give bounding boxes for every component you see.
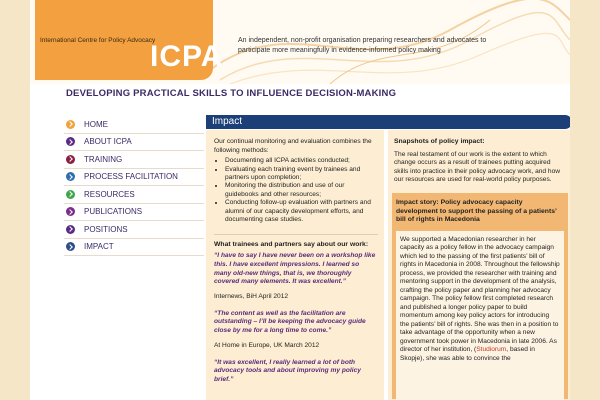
nav-item-label: IMPACT [84, 242, 114, 252]
section-header-bar [206, 115, 570, 129]
page-title: DEVELOPING PRACTICAL SKILLS TO INFLUENCE DECISION-MAKING [66, 88, 397, 99]
page [30, 0, 570, 400]
nav-item-positions[interactable] [64, 221, 204, 239]
monitoring-intro: Our continual monitoring and evaluation combines the following methods: [214, 138, 372, 154]
testimonial-quote: “I have to say I have never been on a workshop like this. I have excellent impressions. I learned so many old-new things, that is, we thoroughly covered many elements. It was excellent.” [214, 252, 376, 286]
nav-item-label: HOME [84, 119, 108, 129]
list-item: • Conducting follow-up evaluation with partners and alumni of our capacity development efforts, and documenting case studies. [225, 199, 378, 224]
nav-item-training[interactable] [64, 151, 204, 169]
nav-item-label: PUBLICATIONS [84, 207, 143, 217]
arrow-circle-icon [66, 172, 75, 181]
logo-wordmark: ICPA [150, 40, 224, 73]
testimonial-source: Internews, BiH April 2012 [214, 292, 289, 300]
arrow-circle-icon [66, 190, 75, 199]
nav-item-home[interactable] [64, 116, 204, 134]
story-text: , based in Skopje), she was able to convince the [400, 346, 535, 362]
sidebar-nav [64, 116, 204, 256]
methods-list [214, 157, 378, 224]
snapshots-heading: Snapshots of policy impact: [394, 138, 485, 145]
impact-right-column [388, 130, 570, 400]
arrow-circle-icon [66, 120, 75, 129]
nav-item-impact[interactable] [64, 239, 204, 257]
testimonial-quote: “It was excellent, I really learned a lot of both advocacy tools and about improving my policy brief.” [214, 358, 361, 383]
nav-item-publications[interactable] [64, 204, 204, 222]
impact-story-heading: Impact story: Policy advocacy capacity development to support the passing of a patients’ bill of rights in Macedonia [396, 198, 557, 224]
org-name: International Centre for Policy Advocacy [40, 37, 156, 44]
nav-item-process-facilitation[interactable] [64, 169, 204, 187]
snapshots-text: The real testament of our work is the extent to which change occurs as a result of trainees putting acquired skills into practice in their policy advocacy work, and how our resources are used for real-world policy purposes. [394, 150, 561, 184]
impact-story-box [392, 193, 568, 399]
nav-item-label: RESOURCES [84, 189, 135, 199]
nav-item-label: POSITIONS [84, 224, 128, 234]
nav-item-label: TRAINING [84, 154, 123, 164]
story-text: We supported a Macedonian researcher in her capacity as a policy fellow in the advocacy campaign which led to the passing of the first patients’ bill of rights in Macedonia in 2008. Throughout the fellowship process, we provided the researcher with training and mentoring support in the development of the analysis, crafting the policy paper and planning her advocacy campaign. The policy fellow first completed research and published a longer policy paper to build momentum among key policy actors for introducing the patients’ bill of rights. She was then in a position to take advantage of the opportunity when a new government took power in Macedonia in late 2006. As director of her institution, ( [400, 235, 560, 354]
testimonial-quote: “The content as well as the facilitation are outstanding – I’ll be keeping the advocacy guide close by me for a long time to come.” [214, 309, 366, 334]
arrow-circle-icon [66, 155, 75, 164]
nav-item-label: ABOUT ICPA [84, 137, 132, 147]
nav-item-about-icpa[interactable] [64, 134, 204, 152]
tagline: An independent, non-profit organisation preparing researchers and advocates to participate more meaningfully in evidence-informed policy making [238, 37, 487, 54]
section-title: Impact [212, 116, 243, 127]
impact-story-body [396, 231, 564, 400]
testimonial-source: At Home in Europe, UK March 2012 [214, 341, 320, 349]
nav-item-label: PROCESS FACILITATION [84, 172, 178, 182]
nav-item-resources[interactable] [64, 186, 204, 204]
arrow-circle-icon [66, 225, 75, 234]
list-item: • Monitoring the distribution and use of our guidebooks and other resources; [225, 182, 378, 199]
logo[interactable] [35, 0, 224, 80]
list-item: • Evaluating each training event by trainees and partners upon completion; [225, 166, 378, 183]
arrow-circle-icon [66, 242, 75, 251]
arrow-circle-icon [66, 207, 75, 216]
studiorum-link[interactable]: Studiorum [476, 346, 507, 354]
list-item: • Documenting all ICPA activities conducted; [225, 157, 378, 165]
impact-left-column [206, 130, 384, 400]
site-header [30, 0, 570, 84]
arrow-circle-icon [66, 137, 75, 146]
testimonials-heading: What trainees and partners say about our work: [214, 234, 378, 248]
